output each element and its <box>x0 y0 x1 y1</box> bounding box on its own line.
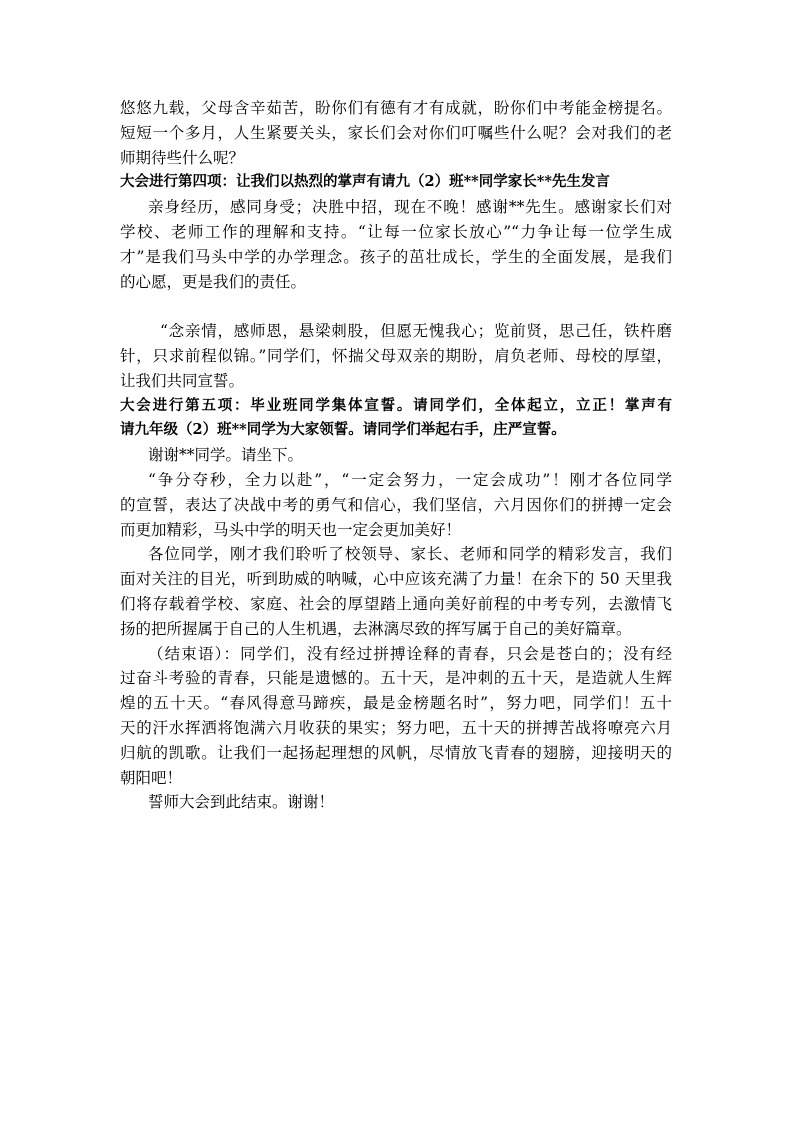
text-line: 誓师大会到此结束。谢谢！ <box>148 793 335 812</box>
text-line: 各位同学，刚才我们聆听了校领导、家长、老师和同学的精彩发言，我们 <box>148 545 672 564</box>
text-line: 才”是我们马头中学的办学理念。孩子的茁壮成长，学生的全面发展，是我们 <box>120 247 672 266</box>
text-line: 天的汗水挥洒将饱满六月收获的果实；努力吧，五十天的拼搏苦战将嘹亮六月 <box>120 718 672 737</box>
text-line: （结束语）：同学们，没有经过拼搏诠释的青春，只会是苍白的；没有经 <box>148 644 672 663</box>
text-line: 们将存载着学校、家庭、社会的厚望踏上通向美好前程的中考专列，去激情飞 <box>120 594 672 613</box>
text-line: 亲身经历，感同身受；决胜中招，现在不晚！感谢**先生。感谢家长们对 <box>148 198 672 217</box>
paragraph-parent-thanks <box>120 195 672 294</box>
text-line: 大会进行第四项：让我们以热烈的掌声有请九（2）班**同学家长**先生发言 <box>120 173 610 191</box>
agenda-item-five <box>120 394 672 444</box>
text-line: 学校、老师工作的理解和支持。“让每一位家长放心”“力争让每一位学生成 <box>120 222 672 241</box>
paragraph-thanks-student <box>120 443 672 468</box>
text-line: “念亲情，感师恩，悬梁刺股，但愿无愧我心；览前贤，思己任，铁杵磨 <box>160 322 672 341</box>
paragraph-closing-remarks <box>120 642 672 791</box>
text-line: 请九年级（2）班**同学为大家领誓。请同学们举起右手，庄严宣誓。 <box>120 421 566 439</box>
blank-line <box>120 294 672 319</box>
text-line: 谢谢**同学。请坐下。 <box>148 446 304 465</box>
text-line: 朝阳吧！ <box>120 768 183 787</box>
text-line: 的心愿，更是我们的责任。 <box>120 272 307 291</box>
text-line: 短短一个多月，人生紧要关头，家长们会对你们叮嘱些什么呢？会对我们的老 <box>120 123 672 142</box>
paragraph-intro <box>120 96 672 170</box>
paragraph-oath-intro <box>120 319 672 393</box>
paragraph-oath-summary <box>120 468 672 542</box>
text-line: 归航的凯歌。让我们一起扬起理想的风帆，尽情放飞青春的翅膀，迎接明天的 <box>120 743 672 762</box>
text-line: 面对关注的目光，听到助威的呐喊，心中应该充满了力量！在余下的 50 天里我 <box>120 570 672 589</box>
text-line: 扬的把所握属于自己的人生机遇，去淋漓尽致的挥写属于自己的美好篇章。 <box>120 619 632 638</box>
paragraph-end <box>120 790 672 815</box>
text-line: 让我们共同宣誓。 <box>120 371 245 390</box>
paragraph-encouragement <box>120 542 672 641</box>
text-line: “争分夺秒，全力以赴”，“一定会努力，一定会成功”！刚才各位同学 <box>148 470 672 489</box>
text-line: 大会进行第五项：毕业班同学集体宣誓。请同学们，全体起立，立正！掌声有 <box>120 396 672 414</box>
agenda-item-four <box>120 170 672 195</box>
document-page <box>120 96 672 815</box>
text-line: 针，只求前程似锦。”同学们，怀揣父母双亲的期盼，肩负老师、母校的厚望， <box>120 346 672 365</box>
text-line: 悠悠九载，父母含辛茹苦，盼你们有德有才有成就，盼你们中考能金榜提名。 <box>120 99 672 117</box>
text-line: 的宣誓，表达了决战中考的勇气和信心，我们坚信，六月因你们的拼搏一定会 <box>120 495 672 514</box>
text-line: 师期待些什么呢？ <box>120 148 245 167</box>
text-line: 而更加精彩，马头中学的明天也一定会更加美好！ <box>120 520 462 539</box>
text-line: 过奋斗考验的青春，只能是遗憾的。五十天，是冲刺的五十天，是造就人生辉 <box>120 669 672 688</box>
text-line: 煌的五十天。“春风得意马蹄疾，最是金榜题名时”，努力吧，同学们！五十 <box>120 694 672 713</box>
